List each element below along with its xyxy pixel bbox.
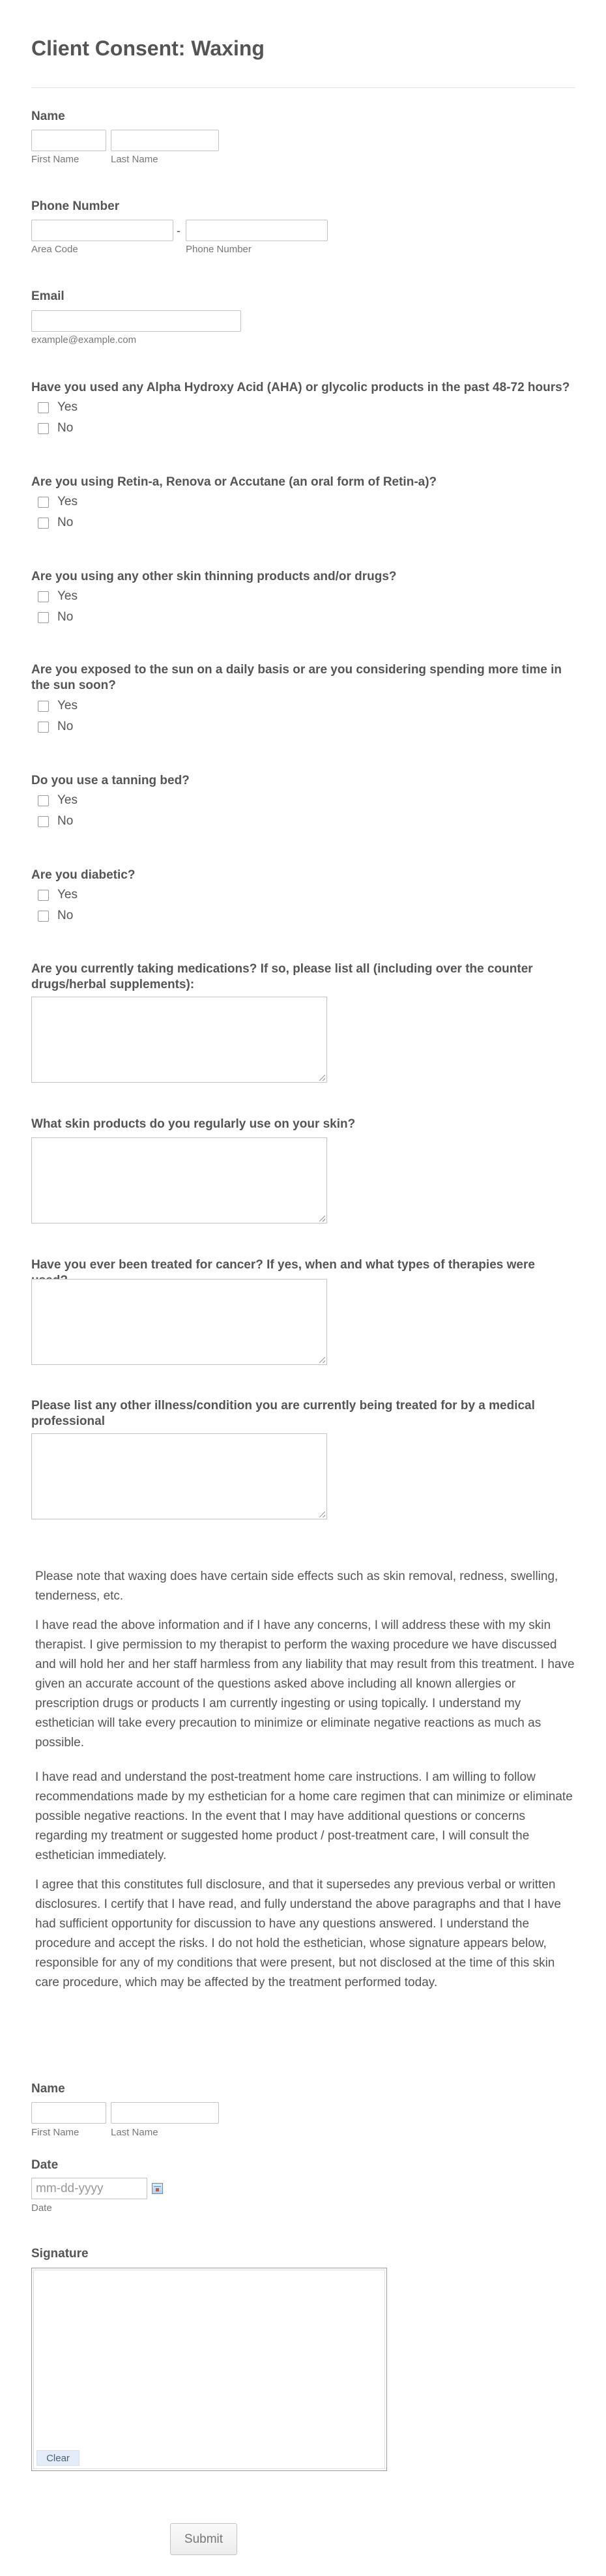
date-label: Date bbox=[31, 2158, 59, 2172]
question-sun-label: Are you exposed to the sun on a daily basis or are you considering spending more time in the sun soon? bbox=[31, 663, 562, 692]
calendar-icon[interactable] bbox=[152, 2183, 163, 2194]
question-retina-no-checkbox[interactable] bbox=[38, 518, 49, 529]
signer-first-name-sublabel: First Name bbox=[31, 2127, 79, 2138]
signer-last-name-sublabel: Last Name bbox=[111, 2127, 158, 2138]
question-aha-yes-label[interactable]: Yes bbox=[57, 400, 78, 414]
question-retina-yes-checkbox[interactable] bbox=[38, 497, 49, 508]
question-retina-label: Are you using Retin-a, Renova or Accutane (an oral form of Retin-a)? bbox=[31, 475, 437, 489]
question-aha-yes-checkbox[interactable] bbox=[38, 402, 49, 413]
first-name-sublabel: First Name bbox=[31, 154, 79, 165]
email-input[interactable] bbox=[31, 310, 241, 332]
disclosure-paragraph-side-effects: Please note that waxing does have certain side effects such as skin removal, redness, swelling, tenderness, etc. bbox=[35, 1570, 558, 1603]
question-tanning-yes-label[interactable]: Yes bbox=[57, 793, 78, 807]
signer-name-label: Name bbox=[31, 2082, 65, 2096]
skin-products-textarea[interactable] bbox=[31, 1137, 327, 1223]
email-hint: example@example.com bbox=[31, 334, 137, 345]
question-tanning-label: Do you use a tanning bed? bbox=[31, 774, 190, 787]
question-aha-no-label[interactable]: No bbox=[57, 421, 74, 435]
submit-button[interactable]: Submit bbox=[170, 2523, 237, 2555]
question-sun-yes-label[interactable]: Yes bbox=[57, 699, 78, 712]
question-skin-thinning-yes-label[interactable]: Yes bbox=[57, 589, 78, 603]
question-skin-thinning-label: Are you using any other skin thinning products and/or drugs? bbox=[31, 570, 397, 583]
disclosure-paragraph-permission: I have read the above information and if I have any concerns, I will address these with my skin therapist. I give permission to my therapist to perform the waxing procedure we have discussed and will hold her and her staff harmless from any liability that may result from this treatment. I have given an accurate account of the questions asked above including all known allergies or prescription drugs or products I am currently ingesting or using topically. I understand my esthetician will take every precaution to minimize or eliminate negative reactions as much as possible. bbox=[35, 1618, 575, 1749]
question-sun-no-checkbox[interactable] bbox=[38, 722, 49, 733]
question-sun-yes-checkbox[interactable] bbox=[38, 701, 49, 712]
question-aha-no-checkbox[interactable] bbox=[38, 423, 49, 434]
first-name-input[interactable] bbox=[31, 130, 106, 151]
area-code-input[interactable] bbox=[31, 220, 173, 241]
question-retina-no-label[interactable]: No bbox=[57, 516, 74, 529]
medications-label: Are you currently taking medications? If so, please list all (including over the counter drugs/herbal supplements): bbox=[31, 962, 533, 991]
medications-textarea[interactable] bbox=[31, 997, 327, 1083]
cancer-textarea[interactable] bbox=[31, 1279, 327, 1365]
question-skin-thinning-no-checkbox[interactable] bbox=[38, 612, 49, 623]
skin-products-label: What skin products do you regularly use on your skin? bbox=[31, 1117, 356, 1131]
question-aha-label: Have you used any Alpha Hydroxy Acid (AHA) or glycolic products in the past 48-72 hours? bbox=[31, 381, 570, 394]
signature-pad[interactable] bbox=[31, 2268, 387, 2471]
question-sun-no-label[interactable]: No bbox=[57, 720, 74, 733]
other-illness-textarea[interactable] bbox=[31, 1433, 327, 1519]
email-label: Email bbox=[31, 289, 65, 303]
question-tanning-no-label[interactable]: No bbox=[57, 814, 74, 828]
question-tanning-no-checkbox[interactable] bbox=[38, 816, 49, 827]
question-skin-thinning-yes-checkbox[interactable] bbox=[38, 591, 49, 602]
signer-last-name-input[interactable] bbox=[111, 2102, 219, 2124]
other-illness-label: Please list any other illness/condition you are currently being treated for by a medical professional bbox=[31, 1399, 535, 1428]
question-skin-thinning-no-label[interactable]: No bbox=[57, 610, 74, 624]
last-name-input[interactable] bbox=[111, 130, 219, 151]
phone-label: Phone Number bbox=[31, 199, 120, 213]
phone-number-sublabel: Phone Number bbox=[186, 244, 252, 255]
phone-dash: - bbox=[177, 224, 180, 237]
last-name-sublabel: Last Name bbox=[111, 154, 158, 165]
title-divider bbox=[31, 87, 575, 88]
question-diabetic-label: Are you diabetic? bbox=[31, 868, 136, 882]
page-title: Client Consent: Waxing bbox=[31, 37, 265, 60]
disclosure-paragraph-full-disclosure: I agree that this constitutes full disclosure, and that it supersedes any previous verbal or written disclosures. I certify that I have read, and fully understand the above paragraphs and that I have had sufficient opportunity for discussion to have any questions answered. I understand the procedure and accept the risks. I do not hold the esthetician, whose signature appears below, responsible for any of my conditions that were present, but not disclosed at the time of this skin care procedure, which may be affected by the treatment performed today. bbox=[35, 1878, 561, 1989]
clear-signature-button[interactable]: Clear bbox=[36, 2450, 79, 2466]
question-diabetic-no-checkbox[interactable] bbox=[38, 911, 49, 922]
disclosure-paragraph-home-care: I have read and understand the post-treatment home care instructions. I am willing to follow recommendations made by my esthetician for a home care regimen that can minimize or eliminate possible negative reactions. In the event that I may have additional questions or concerns regarding my treatment or suggested home product / post-treatment care, I will consult the esthetician immediately. bbox=[35, 1770, 573, 1862]
question-diabetic-no-label[interactable]: No bbox=[57, 909, 74, 922]
question-diabetic-yes-label[interactable]: Yes bbox=[57, 888, 78, 901]
area-code-sublabel: Area Code bbox=[31, 244, 78, 255]
phone-number-input[interactable] bbox=[186, 220, 328, 241]
question-diabetic-yes-checkbox[interactable] bbox=[38, 890, 49, 901]
cancer-label: Have you ever been treated for cancer? If yes, when and what types of therapies were bbox=[31, 1258, 535, 1272]
question-retina-yes-label[interactable]: Yes bbox=[57, 495, 78, 508]
date-sublabel: Date bbox=[31, 2203, 52, 2214]
signer-first-name-input[interactable] bbox=[31, 2102, 106, 2124]
date-input[interactable]: mm-dd-yyyy bbox=[31, 2178, 147, 2199]
signature-pad-canvas[interactable] bbox=[33, 2270, 385, 2469]
question-tanning-yes-checkbox[interactable] bbox=[38, 795, 49, 806]
signature-label: Signature bbox=[31, 2247, 89, 2261]
name-label: Name bbox=[31, 110, 65, 123]
